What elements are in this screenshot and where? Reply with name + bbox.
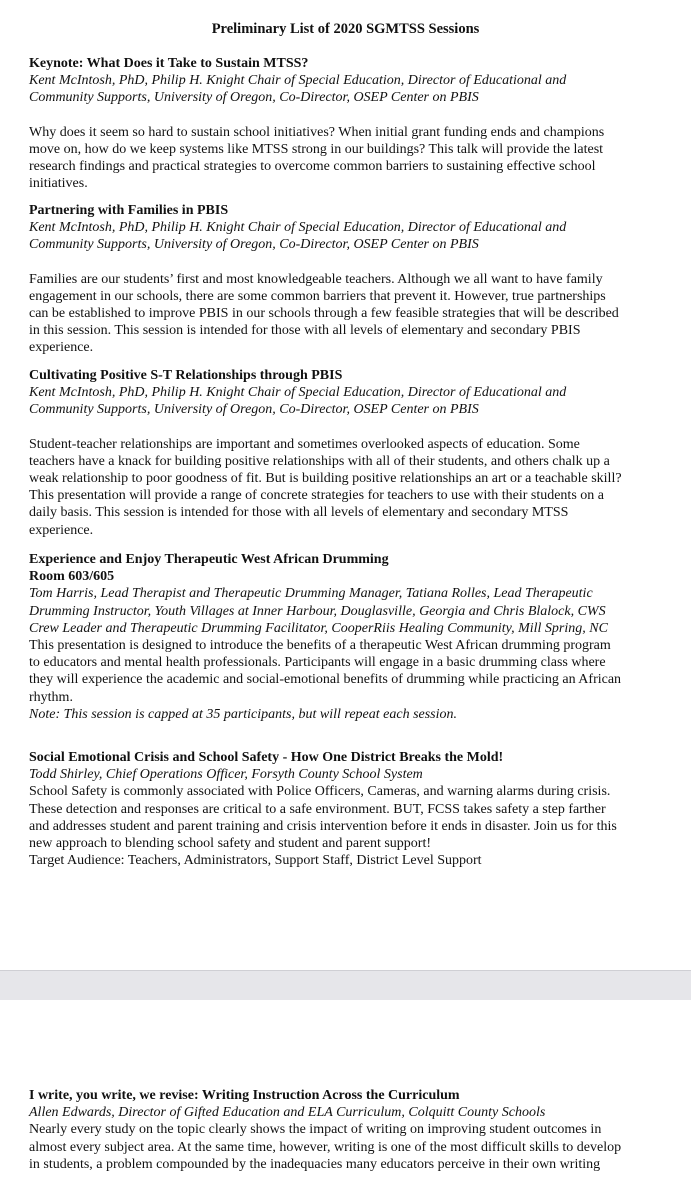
session-speaker-line: Crew Leader and Therapeutic Drumming Facilitator, CooperRiis Healing Community, Mill Spring, NC xyxy=(29,620,608,636)
session-note: Note: This session is capped at 35 participants, but will repeat each session. xyxy=(29,706,458,722)
session-description-line: they will experience the academic and social-emotional benefits of drumming while practicing an African xyxy=(29,672,622,688)
session-description-line: experience. xyxy=(29,340,94,356)
session-room: Room 603/605 xyxy=(29,569,115,585)
page-break-gap xyxy=(0,970,691,1001)
document-page-2 xyxy=(0,1000,691,1200)
session-description-line: This presentation will provide a range of concrete strategies for teachers to use with their students on a xyxy=(29,488,604,504)
session-description-line: almost every subject area. At the same time, however, writing is one of the most difficult skills to develop xyxy=(29,1139,622,1155)
session-partnering-families xyxy=(29,202,669,357)
session-description-line: experience. xyxy=(29,522,94,538)
session-description-line: and addresses student and parent training and crisis intervention before it ends in disaster. Join us for this xyxy=(29,818,617,834)
session-title: Experience and Enjoy Therapeutic West African Drumming xyxy=(29,552,389,567)
session-description-line: in this session. This session is intended for those with all levels of elementary and secondary PBIS xyxy=(29,323,581,339)
session-description-line: weak relationship to poor goodness of fit. But is building positive relationships an art or a teachable skill? xyxy=(29,471,622,487)
session-speaker-line: Community Supports, University of Oregon, Co-Director, OSEP Center on PBIS xyxy=(29,90,479,106)
session-school-safety xyxy=(29,749,669,869)
session-speaker-line: Kent McIntosh, PhD, Philip H. Knight Chair of Special Education, Director of Educational and xyxy=(29,220,567,236)
session-description-line: daily basis. This session is intended for those with all levels of elementary and secondary MTSS xyxy=(29,505,569,521)
session-speaker-line: Tom Harris, Lead Therapist and Therapeutic Drumming Manager, Tatiana Rolles, Lead Therapeutic xyxy=(29,586,593,602)
session-description-line: rhythm. xyxy=(29,689,73,705)
session-title: Cultivating Positive S-T Relationships through PBIS xyxy=(29,368,343,383)
session-description-line: Why does it seem so hard to sustain school initiatives? When initial grant funding ends and champions xyxy=(29,124,605,140)
session-description-line: in students, a problem compounded by the inadequacies many educators perceive in their own writing xyxy=(29,1156,601,1172)
session-african-drumming xyxy=(29,551,669,723)
session-title: Partnering with Families in PBIS xyxy=(29,203,229,218)
session-description-line: Target Audience: Teachers, Administrators, Support Staff, District Level Support xyxy=(29,853,482,869)
session-writing-instruction xyxy=(29,1087,669,1173)
session-speaker-line: Community Supports, University of Oregon, Co-Director, OSEP Center on PBIS xyxy=(29,237,479,253)
document-title: Preliminary List of 2020 SGMTSS Sessions xyxy=(211,21,480,37)
session-description-line: This presentation is designed to introduce the benefits of a therapeutic West African drumming program xyxy=(29,638,611,654)
session-description-line: initiatives. xyxy=(29,176,88,192)
session-description-line: Families are our students’ first and most knowledgeable teachers. Although we all want to have family xyxy=(29,271,603,287)
session-description-line: teachers have a knack for building positive relationships with all of their students, and others chalk up a xyxy=(29,453,610,469)
session-description-line: Student-teacher relationships are important and sometimes overlooked aspects of education. Some xyxy=(29,436,580,452)
session-speaker-line: Kent McIntosh, PhD, Philip H. Knight Chair of Special Education, Director of Educational and xyxy=(29,73,567,89)
session-description-line: new approach to blending school safety and student and parent support! xyxy=(29,836,432,852)
session-speaker-line: Allen Edwards, Director of Gifted Education and ELA Curriculum, Colquitt County Schools xyxy=(29,1105,546,1121)
session-title: I write, you write, we revise: Writing Instruction Across the Curriculum xyxy=(29,1088,460,1103)
session-description-line: move on, how do we keep systems like MTSS strong in our buildings? This talk will provide the latest xyxy=(29,141,604,157)
session-title: Social Emotional Crisis and School Safety - How One District Breaks the Mold! xyxy=(29,750,504,765)
session-description-line: research findings and practical strategies to overcome common barriers to sustaining effective school xyxy=(29,159,596,175)
session-description-line: can be established to improve PBIS in our schools through a few feasible strategies that will be described xyxy=(29,306,619,322)
session-description-line: to educators and mental health professionals. Participants will engage in a basic drumming class where xyxy=(29,655,606,671)
session-title: Keynote: What Does it Take to Sustain MTSS? xyxy=(29,56,309,71)
session-description-line: School Safety is commonly associated with Police Officers, Cameras, and warning alarms during crisis. xyxy=(29,784,611,800)
session-speaker-line: Kent McIntosh, PhD, Philip H. Knight Chair of Special Education, Director of Educational and xyxy=(29,385,567,401)
session-speaker-line: Drumming Instructor, Youth Villages at Inner Harbour, Douglasville, Georgia and Chris Blalock, CWS xyxy=(29,603,606,619)
session-speaker-line: Todd Shirley, Chief Operations Officer, Forsyth County School System xyxy=(29,767,423,783)
session-description-line: engagement in our schools, there are some common barriers that prevent it. However, true partnerships xyxy=(29,288,606,304)
session-description-line: These detection and responses are critical to a safe environment. BUT, FCSS takes safety a step farther xyxy=(29,801,606,817)
session-speaker-line: Community Supports, University of Oregon, Co-Director, OSEP Center on PBIS xyxy=(29,402,479,418)
session-keynote xyxy=(29,55,669,192)
session-description-line: Nearly every study on the topic clearly shows the impact of writing on improving student outcomes in xyxy=(29,1122,602,1138)
session-cultivating-relationships xyxy=(29,367,669,539)
